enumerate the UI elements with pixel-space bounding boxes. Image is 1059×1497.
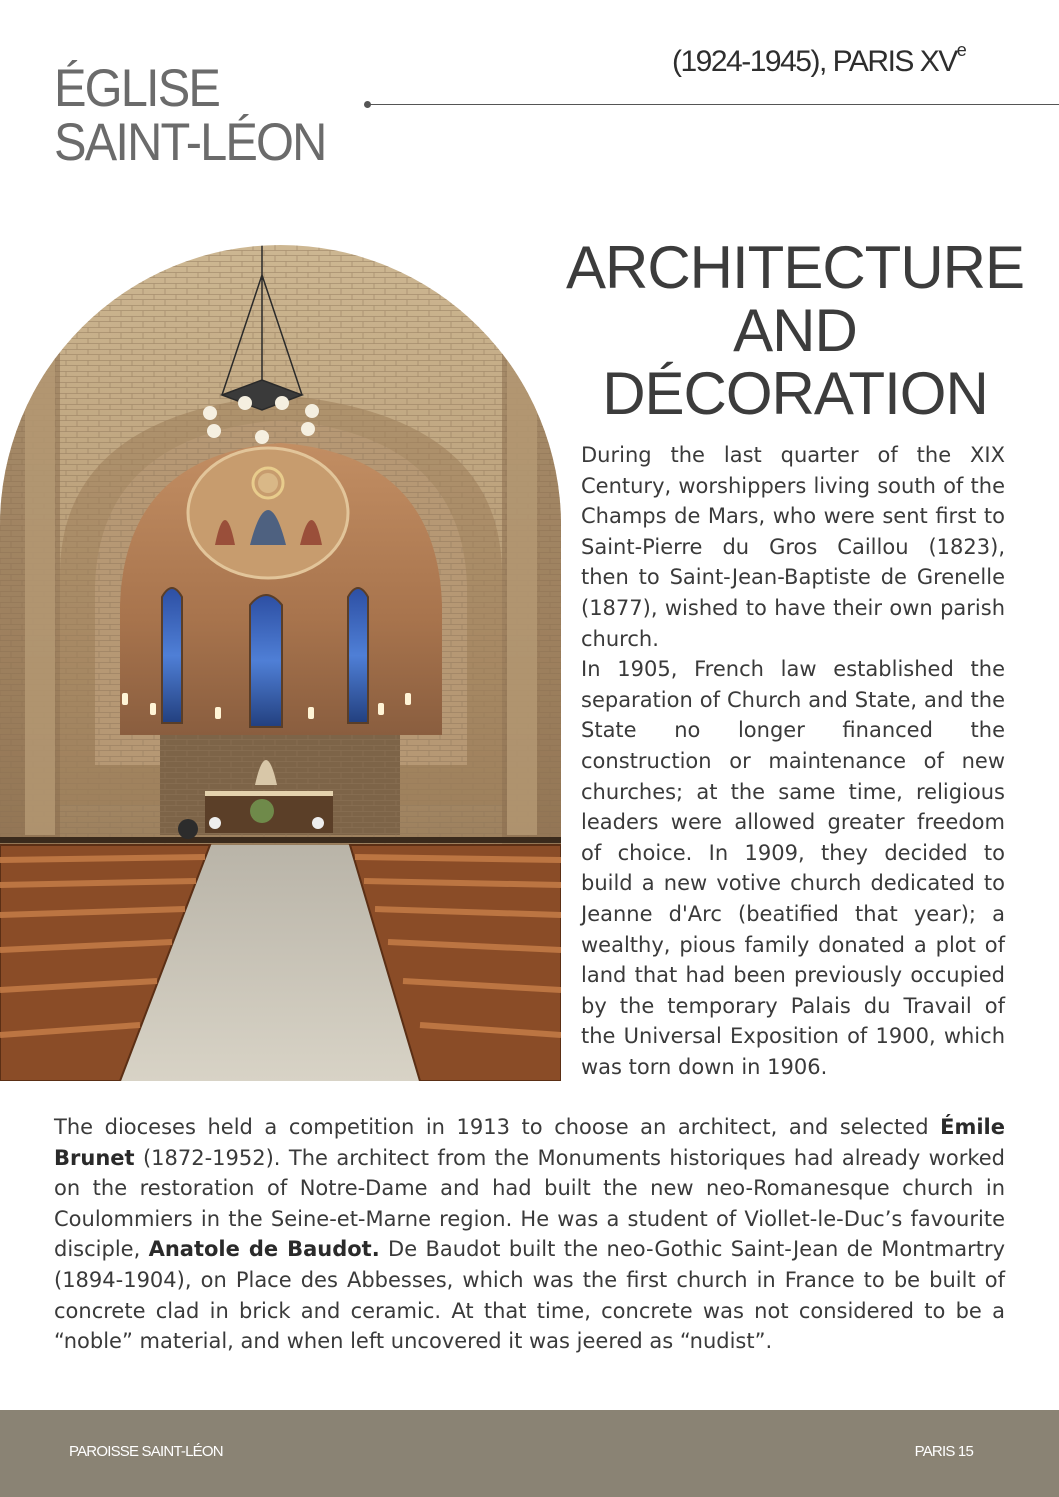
paragraph-1905-law: In 1905, French law established the separation of Church and State, and the State no longer financed the construction or maintenance of new churches; at the same time, religious leaders were allowed greater freedom of choice. In 1909, they decided to build a new votive church dedicated to Jeanne d'Arc (beatified that year); a wealthy, pious family donated a plot of land that had been previously occupied by the temporary Palais du Travail of the Universal Exposition of 1900, which was torn down in 1906. bbox=[581, 657, 1005, 1079]
church-interior-photo bbox=[0, 245, 561, 1081]
church-title bbox=[54, 59, 326, 172]
paragraph-architect bbox=[54, 1112, 1005, 1357]
page-footer bbox=[0, 1410, 1059, 1497]
church-title-line2: SAINT-LÉON bbox=[54, 113, 326, 172]
architect-text-c: De Baudot built the neo-Gothic Saint-Jean de Montmartry (1894-1904), on Place des Abbesses, which was the first church in France to be built of concrete clad in brick and ceramic. At that time, concrete was not considered to be a “noble” material, and when left uncovered it was jeered as “nudist”. bbox=[54, 1237, 1006, 1354]
dates-location bbox=[672, 40, 966, 79]
architect-text-b: (1872-1952). The architect from the Monuments historiques had already worked on the restoration of Notre-Dame and had built the new neo-Romanesque church in Coulommiers in the Seine-et-Marne region. He was a student of Viollet-le-Duc’s favourite disciple, bbox=[54, 1145, 1005, 1262]
footer-parish: PAROISSE SAINT-LÉON bbox=[69, 1443, 223, 1460]
section-title-line3: DÉCORATION bbox=[602, 360, 988, 427]
section-title-line1: ARCHITECTURE bbox=[565, 234, 1024, 301]
section-title-line2: AND bbox=[733, 297, 857, 364]
dates-text: (1924-1945), PARIS XV bbox=[672, 45, 957, 78]
church-title-line1: ÉGLISE bbox=[54, 59, 220, 118]
paragraph-history: During the last quarter of the XIX Century, worshippers living south of the Champs de Mars, who were sent first to Saint-Pierre du Gros Caillou (1823), then to Saint-Jean-Baptiste de Grenelle (1877), wished to have their own parish church. bbox=[581, 443, 1005, 651]
intro-text bbox=[581, 440, 1005, 1082]
section-title bbox=[560, 236, 1030, 425]
dates-superscript: e bbox=[956, 40, 966, 60]
divider-dot bbox=[364, 101, 371, 108]
architect-text-a: The dioceses held a competition in 1913 to choose an architect, and selected bbox=[54, 1115, 941, 1139]
architect-name-brunet: Émile Brunet bbox=[54, 1115, 1005, 1170]
church-interior-illustration bbox=[0, 245, 561, 1081]
header-divider bbox=[368, 104, 1059, 105]
architect-name-baudot: Anatole de Baudot. bbox=[148, 1237, 380, 1262]
footer-city: PARIS 15 bbox=[914, 1443, 973, 1460]
